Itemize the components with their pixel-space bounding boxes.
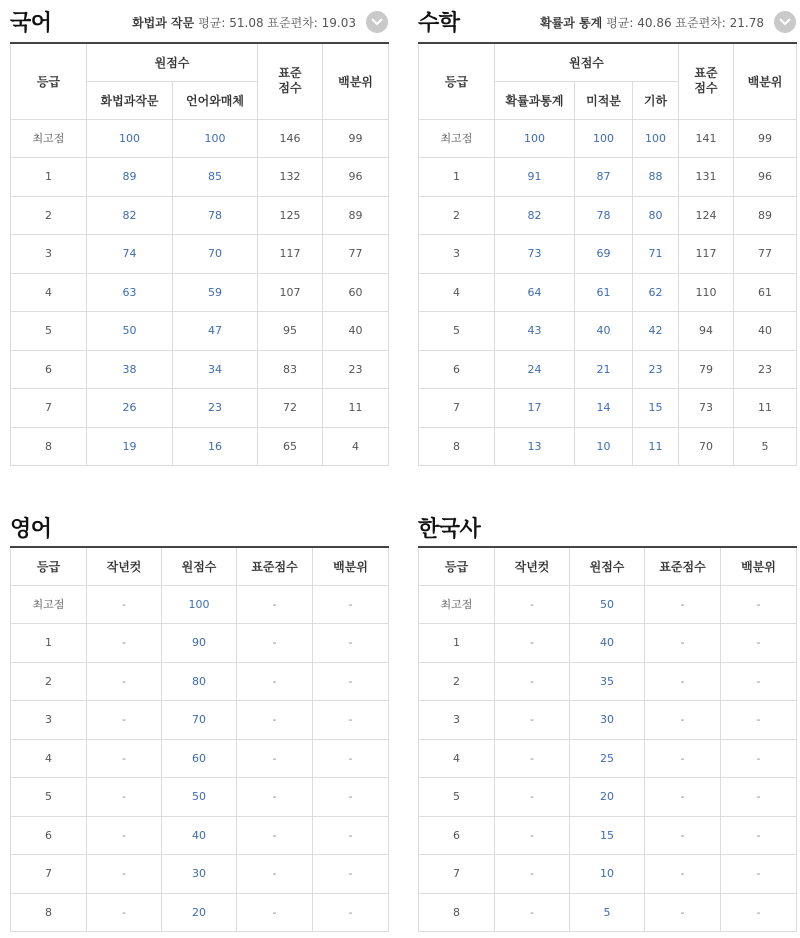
table-row <box>419 350 797 389</box>
column-header: 작년컷 <box>87 547 162 585</box>
table-cell: 6 <box>11 816 87 855</box>
table-cell: - <box>313 624 389 663</box>
table-cell: 10 <box>570 855 645 894</box>
table-row <box>419 235 797 274</box>
table-cell: - <box>495 624 570 663</box>
table-cell: 19 <box>87 427 173 466</box>
table-cell: 99 <box>323 119 389 158</box>
table-cell: - <box>645 855 721 894</box>
table-cell: 40 <box>575 312 633 351</box>
table-row <box>11 662 389 701</box>
table-cell: 최고점 <box>419 119 495 158</box>
table-cell: 6 <box>419 350 495 389</box>
table-row <box>11 893 389 932</box>
table-cell: 63 <box>87 273 173 312</box>
table-row <box>11 624 389 663</box>
table-cell: 77 <box>734 235 797 274</box>
math-header-grade: 등급 <box>419 43 495 119</box>
table-cell: - <box>87 701 162 740</box>
table-cell: - <box>313 585 389 624</box>
table-cell: 7 <box>11 389 87 428</box>
table-row <box>11 350 389 389</box>
table-row <box>419 624 797 663</box>
table-cell: 3 <box>419 701 495 740</box>
math-header-sub-3: 기하 <box>633 81 679 119</box>
math-stats <box>540 10 796 34</box>
korean-header-standard <box>258 43 323 119</box>
table-cell: - <box>87 855 162 894</box>
korean-table-body <box>11 119 389 466</box>
table-cell: 최고점 <box>11 119 87 158</box>
table-cell: 73 <box>495 235 575 274</box>
table-cell: - <box>721 816 797 855</box>
table-cell: - <box>721 855 797 894</box>
table-cell: - <box>87 816 162 855</box>
table-cell: 7 <box>11 855 87 894</box>
table-cell: 80 <box>633 196 679 235</box>
table-cell: 5 <box>419 312 495 351</box>
table-cell: 20 <box>570 778 645 817</box>
table-cell: - <box>237 893 313 932</box>
history-score-table <box>418 546 797 932</box>
table-row <box>11 778 389 817</box>
table-cell: - <box>237 855 313 894</box>
table-cell: 85 <box>173 158 258 197</box>
table-cell: 50 <box>570 585 645 624</box>
table-cell: - <box>313 739 389 778</box>
table-row <box>11 273 389 312</box>
table-cell: 78 <box>575 196 633 235</box>
table-cell: 100 <box>162 585 237 624</box>
table-row <box>11 816 389 855</box>
table-cell: 4 <box>419 739 495 778</box>
table-row <box>419 816 797 855</box>
table-cell: 최고점 <box>11 585 87 624</box>
chevron-down-icon <box>779 18 791 26</box>
korean-header-sub-1: 화법과작문 <box>87 81 173 119</box>
math-header-standard-l2: 점수 <box>694 81 718 96</box>
table-cell: 1 <box>419 624 495 663</box>
table-cell: 117 <box>679 235 734 274</box>
table-row <box>419 855 797 894</box>
table-cell: 5 <box>570 893 645 932</box>
table-cell: 146 <box>258 119 323 158</box>
table-cell: 17 <box>495 389 575 428</box>
table-cell: - <box>495 893 570 932</box>
table-cell: 38 <box>87 350 173 389</box>
table-cell: - <box>645 778 721 817</box>
table-cell: 60 <box>162 739 237 778</box>
table-cell: 72 <box>258 389 323 428</box>
table-cell: 10 <box>575 427 633 466</box>
table-cell: 13 <box>495 427 575 466</box>
table-cell: 15 <box>633 389 679 428</box>
table-cell: - <box>87 778 162 817</box>
table-cell: 70 <box>679 427 734 466</box>
column-header: 표준점수 <box>237 547 313 585</box>
table-cell: 3 <box>11 235 87 274</box>
table-cell: 2 <box>419 196 495 235</box>
table-cell: - <box>237 778 313 817</box>
table-cell: 59 <box>173 273 258 312</box>
table-cell: - <box>721 624 797 663</box>
table-cell: - <box>237 739 313 778</box>
table-row <box>419 158 797 197</box>
table-row <box>419 427 797 466</box>
korean-header-standard-l1: 표준 <box>278 66 302 81</box>
table-row <box>419 119 797 158</box>
table-cell: 4 <box>11 273 87 312</box>
table-cell: 5 <box>419 778 495 817</box>
table-row <box>11 585 389 624</box>
table-cell: - <box>645 585 721 624</box>
table-cell: 40 <box>323 312 389 351</box>
table-cell: 40 <box>162 816 237 855</box>
table-row <box>11 855 389 894</box>
table-cell: 88 <box>633 158 679 197</box>
table-cell: 11 <box>633 427 679 466</box>
table-cell: 70 <box>173 235 258 274</box>
table-cell: - <box>645 739 721 778</box>
table-cell: - <box>495 778 570 817</box>
table-cell: 23 <box>633 350 679 389</box>
chevron-down-icon <box>371 18 383 26</box>
history-table-body <box>419 585 797 932</box>
table-row <box>419 893 797 932</box>
table-cell: 100 <box>173 119 258 158</box>
korean-score-table <box>10 42 389 466</box>
table-cell: 2 <box>11 196 87 235</box>
table-cell: - <box>313 778 389 817</box>
table-cell: - <box>237 701 313 740</box>
math-header-percentile: 백분위 <box>734 43 797 119</box>
table-cell: 23 <box>734 350 797 389</box>
table-cell: 65 <box>258 427 323 466</box>
table-cell: - <box>87 739 162 778</box>
table-cell: 1 <box>419 158 495 197</box>
korean-stats-values: 평균: 51.08 표준편차: 19.03 <box>198 15 356 30</box>
column-header: 작년컷 <box>495 547 570 585</box>
math-header-standard-l1: 표준 <box>694 66 718 81</box>
table-cell: 100 <box>87 119 173 158</box>
table-cell: 69 <box>575 235 633 274</box>
table-cell: - <box>237 624 313 663</box>
table-cell: - <box>237 662 313 701</box>
table-cell: 2 <box>419 662 495 701</box>
table-cell: 110 <box>679 273 734 312</box>
table-cell: 125 <box>258 196 323 235</box>
table-cell: 82 <box>495 196 575 235</box>
table-cell: 96 <box>323 158 389 197</box>
math-expand-button[interactable] <box>774 11 796 33</box>
table-row <box>11 119 389 158</box>
table-cell: 90 <box>162 624 237 663</box>
korean-header-grade: 등급 <box>11 43 87 119</box>
table-cell: 70 <box>162 701 237 740</box>
table-row <box>419 389 797 428</box>
table-cell: - <box>721 778 797 817</box>
math-header-raw: 원점수 <box>495 43 679 81</box>
english-title: 영어 <box>10 517 52 542</box>
table-cell: - <box>313 662 389 701</box>
table-cell: 7 <box>419 389 495 428</box>
table-row <box>11 235 389 274</box>
table-cell: - <box>645 893 721 932</box>
table-cell: 34 <box>173 350 258 389</box>
table-cell: 131 <box>679 158 734 197</box>
table-cell: 1 <box>11 158 87 197</box>
table-cell: 20 <box>162 893 237 932</box>
table-row <box>419 662 797 701</box>
table-cell: 40 <box>570 624 645 663</box>
math-score-table <box>418 42 797 466</box>
table-row <box>11 739 389 778</box>
table-cell: 117 <box>258 235 323 274</box>
table-cell: 78 <box>173 196 258 235</box>
table-row <box>11 158 389 197</box>
english-header-row <box>11 547 389 585</box>
table-cell: 107 <box>258 273 323 312</box>
korean-header-percentile: 백분위 <box>323 43 389 119</box>
table-cell: 132 <box>258 158 323 197</box>
table-cell: 6 <box>11 350 87 389</box>
table-cell: - <box>87 893 162 932</box>
table-cell: 7 <box>419 855 495 894</box>
table-cell: 100 <box>495 119 575 158</box>
table-row <box>11 427 389 466</box>
column-header: 원점수 <box>570 547 645 585</box>
table-row <box>419 585 797 624</box>
table-cell: 95 <box>258 312 323 351</box>
table-row <box>11 312 389 351</box>
table-cell: 100 <box>575 119 633 158</box>
table-row <box>419 701 797 740</box>
table-cell: - <box>237 585 313 624</box>
table-cell: - <box>313 701 389 740</box>
table-cell: 61 <box>575 273 633 312</box>
math-header-standard <box>679 43 734 119</box>
table-cell: 42 <box>633 312 679 351</box>
table-cell: 141 <box>679 119 734 158</box>
table-cell: - <box>495 701 570 740</box>
table-cell: 최고점 <box>419 585 495 624</box>
table-cell: 99 <box>734 119 797 158</box>
table-cell: 23 <box>173 389 258 428</box>
table-cell: 73 <box>679 389 734 428</box>
table-cell: 74 <box>87 235 173 274</box>
table-cell: 43 <box>495 312 575 351</box>
column-header: 원점수 <box>162 547 237 585</box>
table-cell: 8 <box>11 427 87 466</box>
table-cell: - <box>495 662 570 701</box>
table-cell: 87 <box>575 158 633 197</box>
table-cell: 23 <box>323 350 389 389</box>
column-header: 등급 <box>11 547 87 585</box>
math-stats-subject: 확률과 통계 <box>540 15 603 30</box>
table-cell: - <box>313 816 389 855</box>
table-cell: 47 <box>173 312 258 351</box>
table-cell: - <box>495 585 570 624</box>
column-header: 등급 <box>419 547 495 585</box>
table-cell: - <box>721 585 797 624</box>
table-cell: - <box>313 855 389 894</box>
math-table-body <box>419 119 797 466</box>
table-cell: 64 <box>495 273 575 312</box>
table-cell: 40 <box>734 312 797 351</box>
table-cell: 89 <box>734 196 797 235</box>
table-cell: 79 <box>679 350 734 389</box>
table-cell: 71 <box>633 235 679 274</box>
korean-title: 국어 <box>10 11 52 36</box>
column-header: 표준점수 <box>645 547 721 585</box>
column-header: 백분위 <box>313 547 389 585</box>
table-cell: 11 <box>323 389 389 428</box>
table-cell: 4 <box>323 427 389 466</box>
table-cell: 89 <box>87 158 173 197</box>
table-cell: 5 <box>11 778 87 817</box>
korean-expand-button[interactable] <box>366 11 388 33</box>
table-cell: 8 <box>419 893 495 932</box>
table-row <box>11 701 389 740</box>
math-stats-values: 평균: 40.86 표준편차: 21.78 <box>606 15 764 30</box>
table-cell: 96 <box>734 158 797 197</box>
korean-header-standard-l2: 점수 <box>278 81 302 96</box>
table-cell: 30 <box>162 855 237 894</box>
table-cell: 8 <box>11 893 87 932</box>
table-cell: 3 <box>419 235 495 274</box>
table-cell: 3 <box>11 701 87 740</box>
table-cell: 21 <box>575 350 633 389</box>
table-cell: 30 <box>570 701 645 740</box>
table-cell: 2 <box>11 662 87 701</box>
table-cell: 6 <box>419 816 495 855</box>
table-cell: 16 <box>173 427 258 466</box>
table-cell: 11 <box>734 389 797 428</box>
table-row <box>419 312 797 351</box>
table-row <box>419 273 797 312</box>
table-cell: 124 <box>679 196 734 235</box>
table-cell: 8 <box>419 427 495 466</box>
table-row <box>419 196 797 235</box>
table-cell: 4 <box>419 273 495 312</box>
table-row <box>419 778 797 817</box>
table-cell: 15 <box>570 816 645 855</box>
table-cell: - <box>495 816 570 855</box>
table-cell: 83 <box>258 350 323 389</box>
table-cell: - <box>721 701 797 740</box>
table-cell: 5 <box>734 427 797 466</box>
korean-header-raw: 원점수 <box>87 43 258 81</box>
history-header-row <box>419 547 797 585</box>
korean-stats-subject: 화법과 작문 <box>132 15 195 30</box>
table-cell: - <box>237 816 313 855</box>
table-cell: 24 <box>495 350 575 389</box>
table-cell: 77 <box>323 235 389 274</box>
table-cell: - <box>645 624 721 663</box>
table-cell: 25 <box>570 739 645 778</box>
english-score-table <box>10 546 389 932</box>
math-title: 수학 <box>418 11 460 36</box>
table-cell: 4 <box>11 739 87 778</box>
table-cell: 61 <box>734 273 797 312</box>
table-cell: - <box>645 816 721 855</box>
column-header: 백분위 <box>721 547 797 585</box>
table-cell: - <box>645 662 721 701</box>
korean-header-sub-2: 언어와매체 <box>173 81 258 119</box>
table-cell: - <box>721 662 797 701</box>
table-cell: - <box>313 893 389 932</box>
table-cell: - <box>645 701 721 740</box>
table-cell: - <box>721 739 797 778</box>
table-cell: - <box>87 585 162 624</box>
table-cell: 35 <box>570 662 645 701</box>
table-cell: - <box>495 855 570 894</box>
table-row <box>11 389 389 428</box>
table-row <box>419 739 797 778</box>
english-table-body <box>11 585 389 932</box>
table-row <box>11 196 389 235</box>
table-cell: 80 <box>162 662 237 701</box>
table-cell: 82 <box>87 196 173 235</box>
korean-stats <box>132 10 388 34</box>
table-cell: 50 <box>87 312 173 351</box>
math-header-sub-1: 확률과통계 <box>495 81 575 119</box>
table-cell: 50 <box>162 778 237 817</box>
table-cell: 5 <box>11 312 87 351</box>
table-cell: 26 <box>87 389 173 428</box>
table-cell: - <box>87 662 162 701</box>
math-header-sub-2: 미적분 <box>575 81 633 119</box>
table-cell: 91 <box>495 158 575 197</box>
table-cell: 100 <box>633 119 679 158</box>
table-cell: 14 <box>575 389 633 428</box>
table-cell: - <box>721 893 797 932</box>
history-title: 한국사 <box>418 517 481 542</box>
table-cell: - <box>495 739 570 778</box>
table-cell: - <box>87 624 162 663</box>
table-cell: 89 <box>323 196 389 235</box>
table-cell: 60 <box>323 273 389 312</box>
table-cell: 62 <box>633 273 679 312</box>
table-cell: 94 <box>679 312 734 351</box>
table-cell: 1 <box>11 624 87 663</box>
